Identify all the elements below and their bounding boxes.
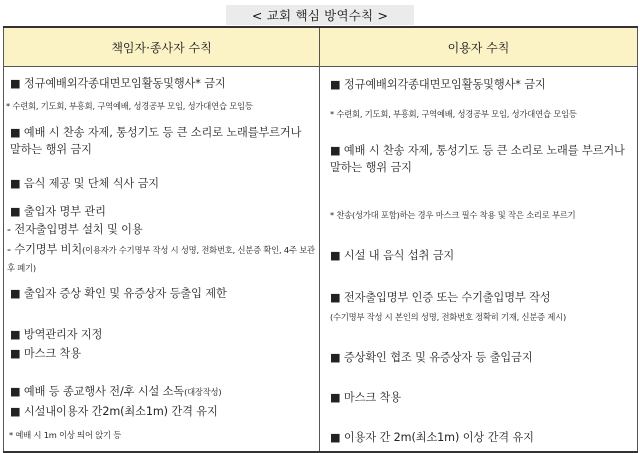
left-item-1: ■ 정규예배외각종대면모임활동및행사* 금지 (10, 77, 226, 90)
left-item-7-note: (이용자가 수기명부 작성 시 성명, 전화번호, 신분증 확인, 4주 보관 후 폐기) (7, 245, 315, 273)
header-row (4, 27, 638, 67)
right-item-4: * 찬송(성가대 포함)하는 경우 마스크 필수 착용 및 작은 소리로 부르기 (330, 210, 576, 220)
left-item-13: * 예배 시 1m 이상 띄어 앉기 등 (9, 430, 122, 440)
left-item-6: - 전자출입명부 설치 및 이용 (7, 223, 143, 236)
left-item-8: ■ 출입자 증상 확인 및 유증상자 등출입 제한 (10, 287, 227, 300)
right-item-8: ■ 증상확인 협조 및 유증상자 등 출입금지 (330, 351, 533, 364)
header-right: 이용자 수칙 (320, 27, 638, 67)
left-item-11 (10, 383, 319, 401)
header-left: 책임자·종사자 수칙 (4, 27, 320, 67)
right-item-7: (수기명부 작성 시 본인의 성명, 전화번호 정확히 기재, 신분증 제시) (330, 312, 567, 322)
left-item-11-note: (대장작성) (184, 387, 222, 397)
title-bar (0, 5, 640, 25)
left-item-5: ■ 출입자 명부 관리 (10, 205, 106, 218)
left-item-3: ■ 예배 시 찬송 자제, 통성기도 등 큰 소리로 노래를부르거나 말하는 행위 금지 (10, 126, 302, 156)
right-item-3: ■ 예배 시 찬송 자제, 통성기도 등 큰 소리로 노래를 부르거나 말하는 행위 금지 (330, 144, 625, 174)
left-item-12: ■ 시설내이용자 간2m(최소1m) 간격 유지 (10, 405, 218, 418)
right-item-2: * 수련회, 기도회, 부흥회, 구역예배, 성경공부 모임, 성가대연습 모임등 (330, 109, 577, 119)
left-column (4, 67, 320, 453)
rules-table (3, 26, 638, 453)
right-item-5: ■ 시설 내 음식 섭취 금지 (330, 249, 455, 262)
left-item-10: ■ 마스크 착용 (10, 347, 81, 360)
right-item-1: ■ 정규예배외각종대면모임활동및행사* 금지 (330, 78, 546, 91)
left-item-4: ■ 음식 제공 및 단체 식사 금지 (10, 177, 159, 190)
left-item-7-main: - 수기명부 비치 (7, 243, 83, 256)
right-item-10: ■ 이용자 간 2m(최소1m) 이상 간격 유지 (330, 431, 534, 444)
right-column (320, 67, 638, 453)
left-item-2: * 수련회, 기도회, 부흥회, 구역예배, 성경공부 모임, 성가대연습 모임등 (6, 101, 253, 111)
left-item-9: ■ 방역관리자 지정 (10, 328, 103, 341)
page-title: < 교회 핵심 방역수칙 > (226, 5, 414, 25)
left-item-7 (7, 241, 317, 277)
body-row (4, 67, 638, 453)
left-item-11-main: ■ 예배 등 종교행사 전/후 시설 소독 (10, 385, 185, 398)
right-item-6: ■ 전자출입명부 인증 또는 수기출입명부 작성 (330, 291, 551, 304)
right-item-9: ■ 마스크 착용 (330, 391, 401, 404)
